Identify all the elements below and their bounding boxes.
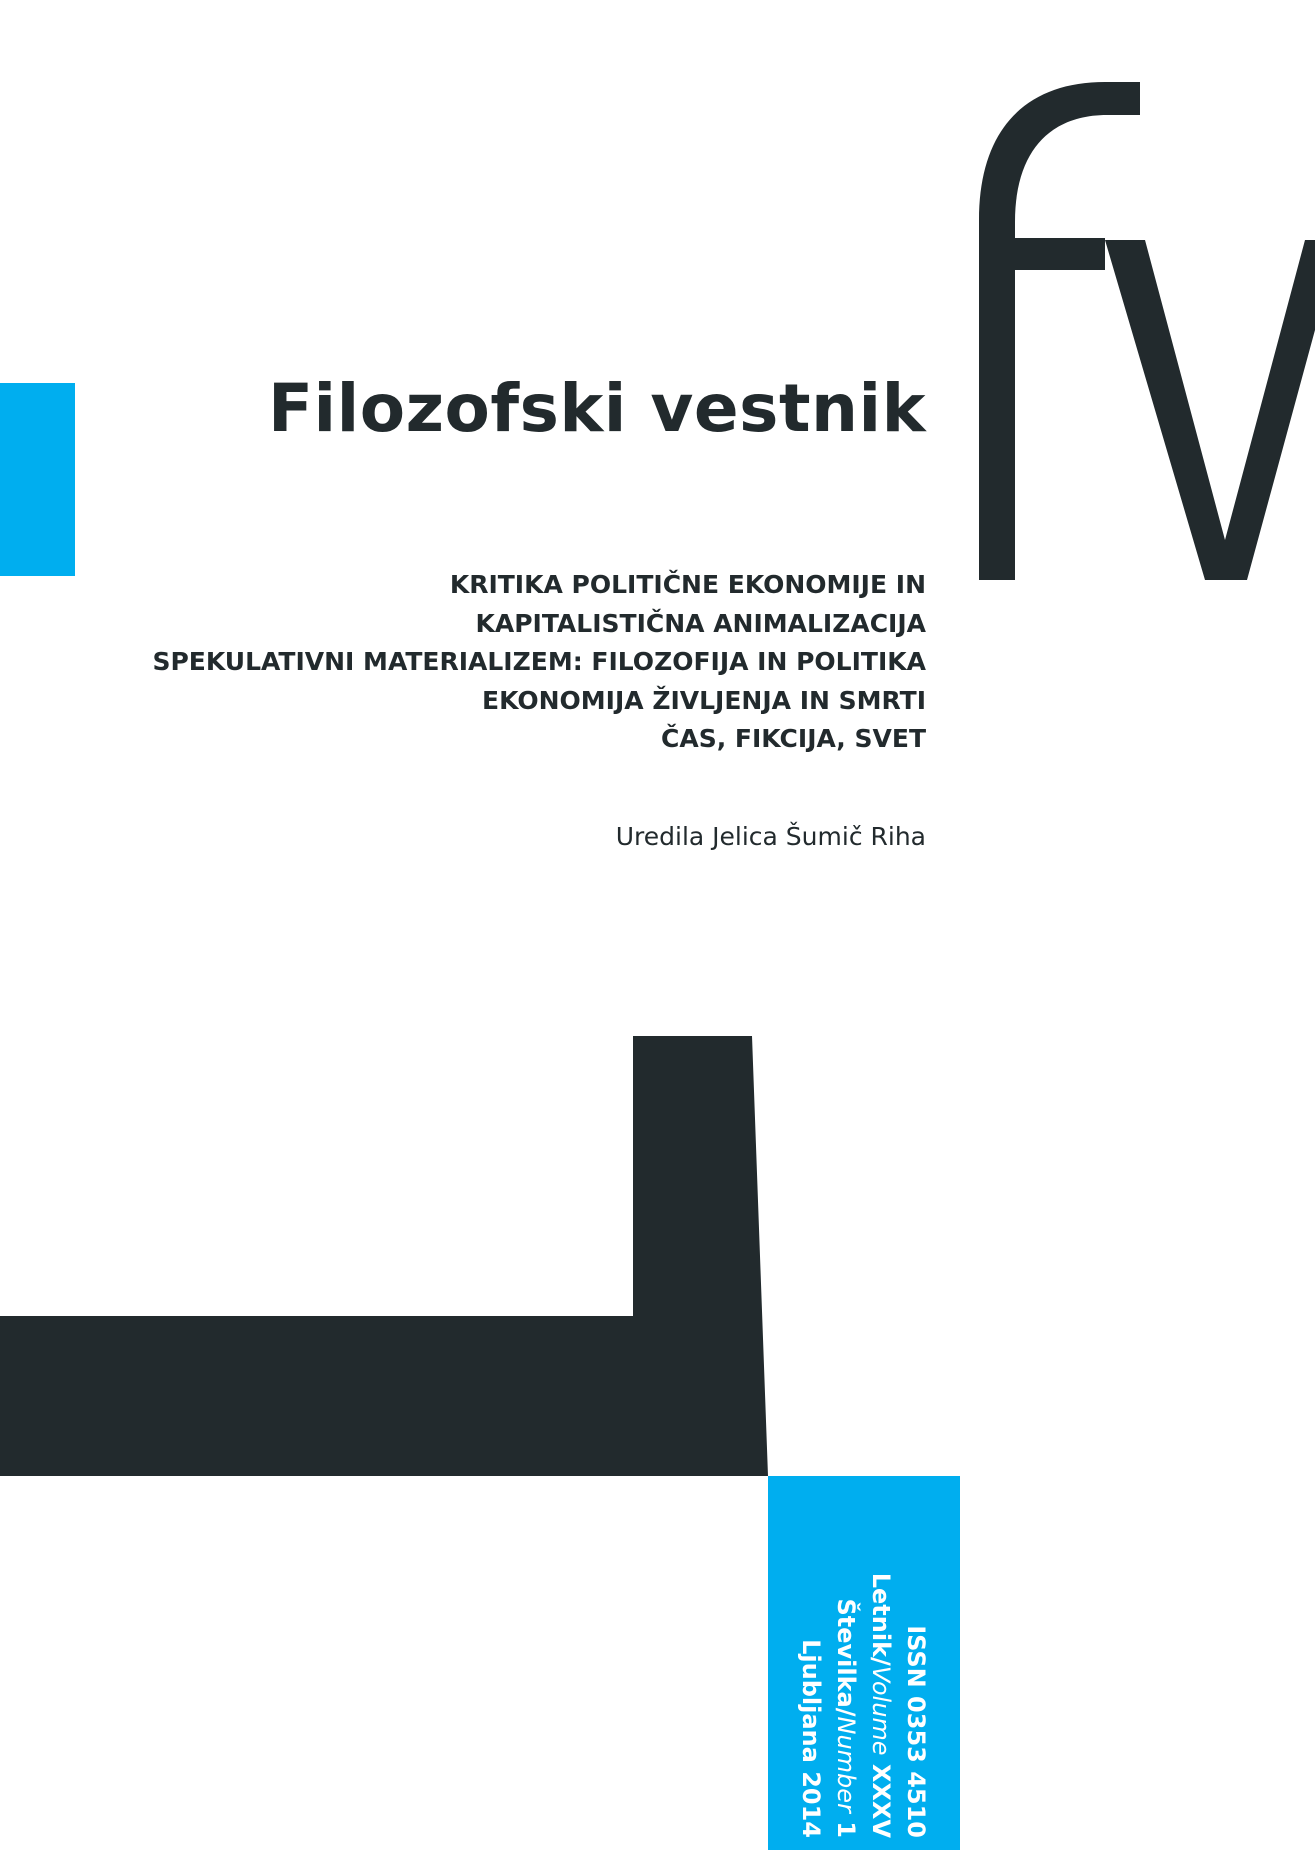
volume-value: XXXV: [867, 1763, 895, 1838]
number-line: [828, 1498, 863, 1838]
topic-item: KAPITALISTIČNA ANIMALIZACIJA: [475, 608, 926, 638]
topic-item: EKONOMIJA ŽIVLJENJA IN SMRTI: [482, 685, 926, 715]
issn-line: [898, 1498, 933, 1838]
topic-item: ČAS, FIKCIJA, SVET: [661, 724, 926, 753]
number-label: Številka/: [832, 1598, 860, 1717]
volume-line: [863, 1498, 898, 1838]
topic-item: SPEKULATIVNI MATERIALIZEM: FILOZOFIJA IN POLITIKA: [152, 647, 926, 676]
number-label-en: Number: [832, 1716, 860, 1813]
dark-l-block: [0, 1036, 768, 1476]
place-year-line: [793, 1498, 828, 1838]
issn-text: ISSN 0353 4510: [902, 1625, 930, 1838]
editor-line: Uredila Jelica Šumič Riha: [615, 822, 926, 851]
journal-title: Filozofski vestnik: [267, 370, 926, 447]
topic-item: KRITIKA POLITIČNE EKONOMIJE IN: [449, 570, 926, 599]
volume-label: Letnik/: [867, 1572, 895, 1666]
place-year-text: Ljubljana 2014: [797, 1639, 825, 1838]
volume-label-en: Volume: [867, 1665, 895, 1756]
number-value: 1: [832, 1821, 860, 1838]
meta-text-block: [783, 1498, 933, 1838]
